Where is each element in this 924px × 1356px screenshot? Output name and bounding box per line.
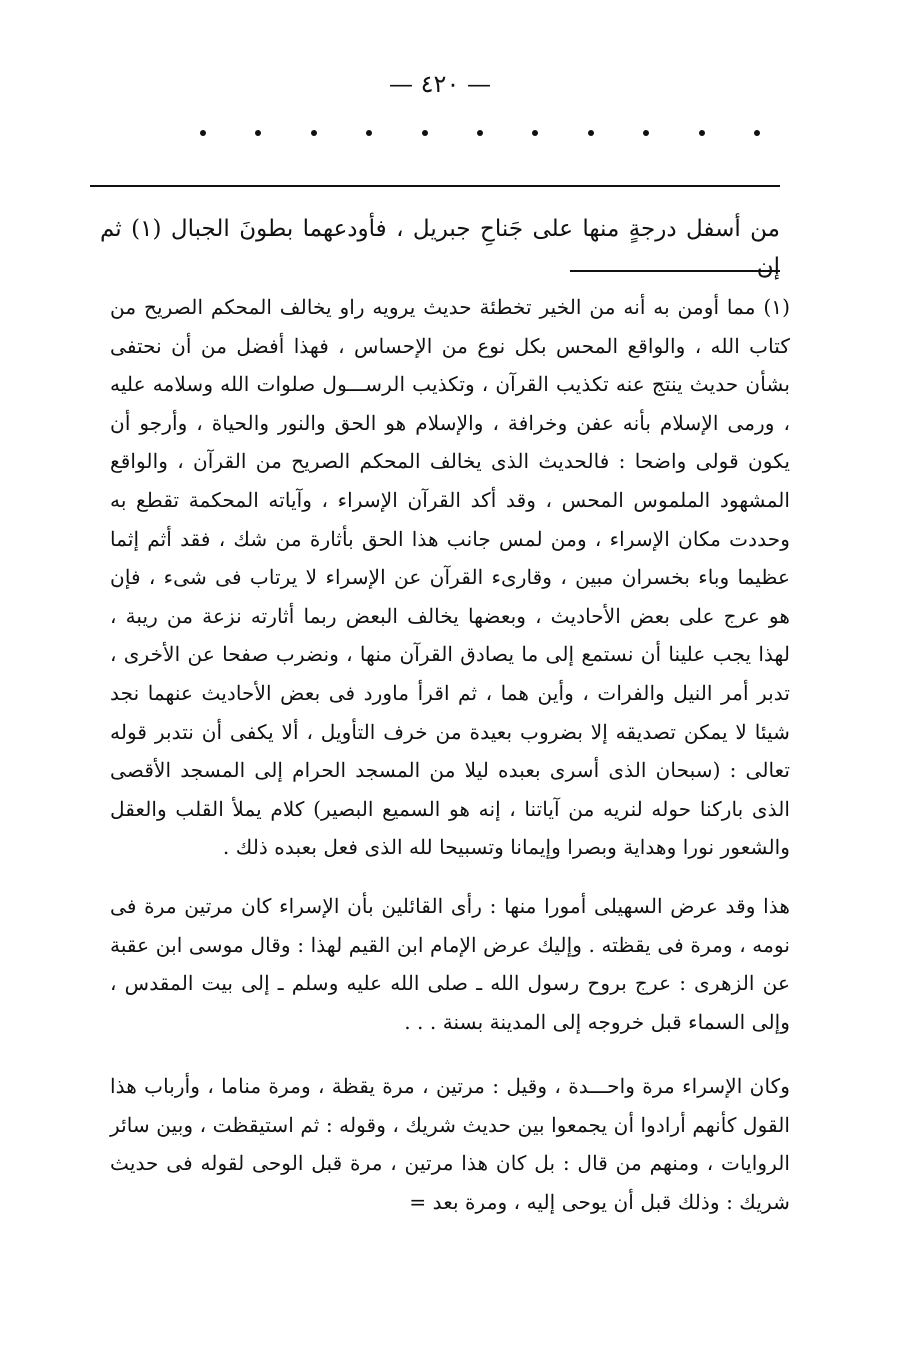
separator-dot xyxy=(588,130,594,136)
footnote-paragraph-2: هذا وقد عرض السهيلى أمورا منها : رأى القائلين بأن الإسراء كان مرتين مرة فى نومه ، ومرة فى يقظته . وإليك عرض الإمام ابن القيم لهذا : وقال موسى ابن عقبة عن الزهرى : عرج بروح رسول الله ـ صلى الله عليه وسلم ـ إلى بيت المقدس ، وإلى السماء قبل خروجه إلى المدينة بسنة . . . xyxy=(110,893,790,1034)
separator-dot xyxy=(754,130,760,136)
footnotes-block xyxy=(110,288,790,1242)
separator-dot xyxy=(477,130,483,136)
separator-dot xyxy=(422,130,428,136)
separator-dot xyxy=(643,130,649,136)
separator-dot xyxy=(699,130,705,136)
footnote-paragraph-3: وكان الإسراء مرة واحـــدة ، وقيل : مرتين ، مرة يقظة ، ومرة مناما ، وأرباب هذا القول كأنهم أرادوا أن يجمعوا بين حديث شريك ، وقوله : ثم استيقظت ، وبين سائر الروايات ، ومنهم من قال : بل كان هذا مرتين ، مرة قبل الوحى لقوله فى حديث شريك : وذلك قبل أن يوحى إليه ، ومرة بعد = xyxy=(110,1074,790,1215)
footnote-paragraph-1: (١) مما أومن به أنه من الخير تخطئة حديث يرويه راو يخالف المحكم الصريح من كتاب الله ، والواقع المحس بكل نوع من الإحساس ، فهذا أفضل من أن نحتفى بشأن حديث ينتج عنه تكذيب القرآن ، وتكذيب الرســـول صلوات الله وسلامه عليه ، ورمى الإسلام بأنه عفن وخرافة ، والإسلام هو الحق والنور والحياة ، وأرجو أن يكون قولى واضحا : فالحديث الذى يخالف المحكم الصريح من القرآن ، والواقع المشهود الملموس المحس ، وقد أكد القرآن الإسراء ، وآياته المحكمة تقطع به وحددت مكان الإسراء ، ومن لمس جانب هذا الحق بأثارة من شك ، فقد أثم إثما عظيما وباء بخسران مبين ، وقارىء القرآن عن الإسراء لا يرتاب فى شىء ، فإن هو عرج على بعض الأحاديث ، وبعضها يخالف البعض ربما أثارته نزعة من ريبة ، لهذا يجب علينا أن نستمع إلى ما يصادق القرآن منها ، ونضرب صفحا عن الأخرى ، تدبر أمر النيل والفرات ، وأين هما ، ثم اقرأ ماورد فى بعض الأحاديث عنهما نجد شيئا لا يمكن تصديقه إلا بضروب بعيدة من خرف التأويل ، ألا يكفى أن نتدبر قوله تعالى : (سبحان الذى أسرى بعبده ليلا من المسجد الحرام إلى المسجد الأقصى الذى باركنا حوله لنريه من آياتنا ، إنه هو السميع البصير) كلام يملأ القلب والعقل والشعور نورا وهداية وبصرا وإيمانا وتسبيحا لله الذى فعل بعبده ذلك . xyxy=(110,295,790,860)
main-text-line: من أسفل درجةٍ منها على جَناحِ جبريل ، فأودعهما بطونَ الجبال (١) ثم إن xyxy=(100,216,780,280)
separator-dot xyxy=(311,130,317,136)
separator-dot xyxy=(366,130,372,136)
footnote-separator-rule xyxy=(570,270,780,272)
page-number: — ٤٢٠ — xyxy=(389,70,491,98)
top-rule xyxy=(90,185,780,187)
separator-dot xyxy=(255,130,261,136)
separator-dot xyxy=(532,130,538,136)
dotted-separator xyxy=(200,130,760,136)
separator-dot xyxy=(200,130,206,136)
